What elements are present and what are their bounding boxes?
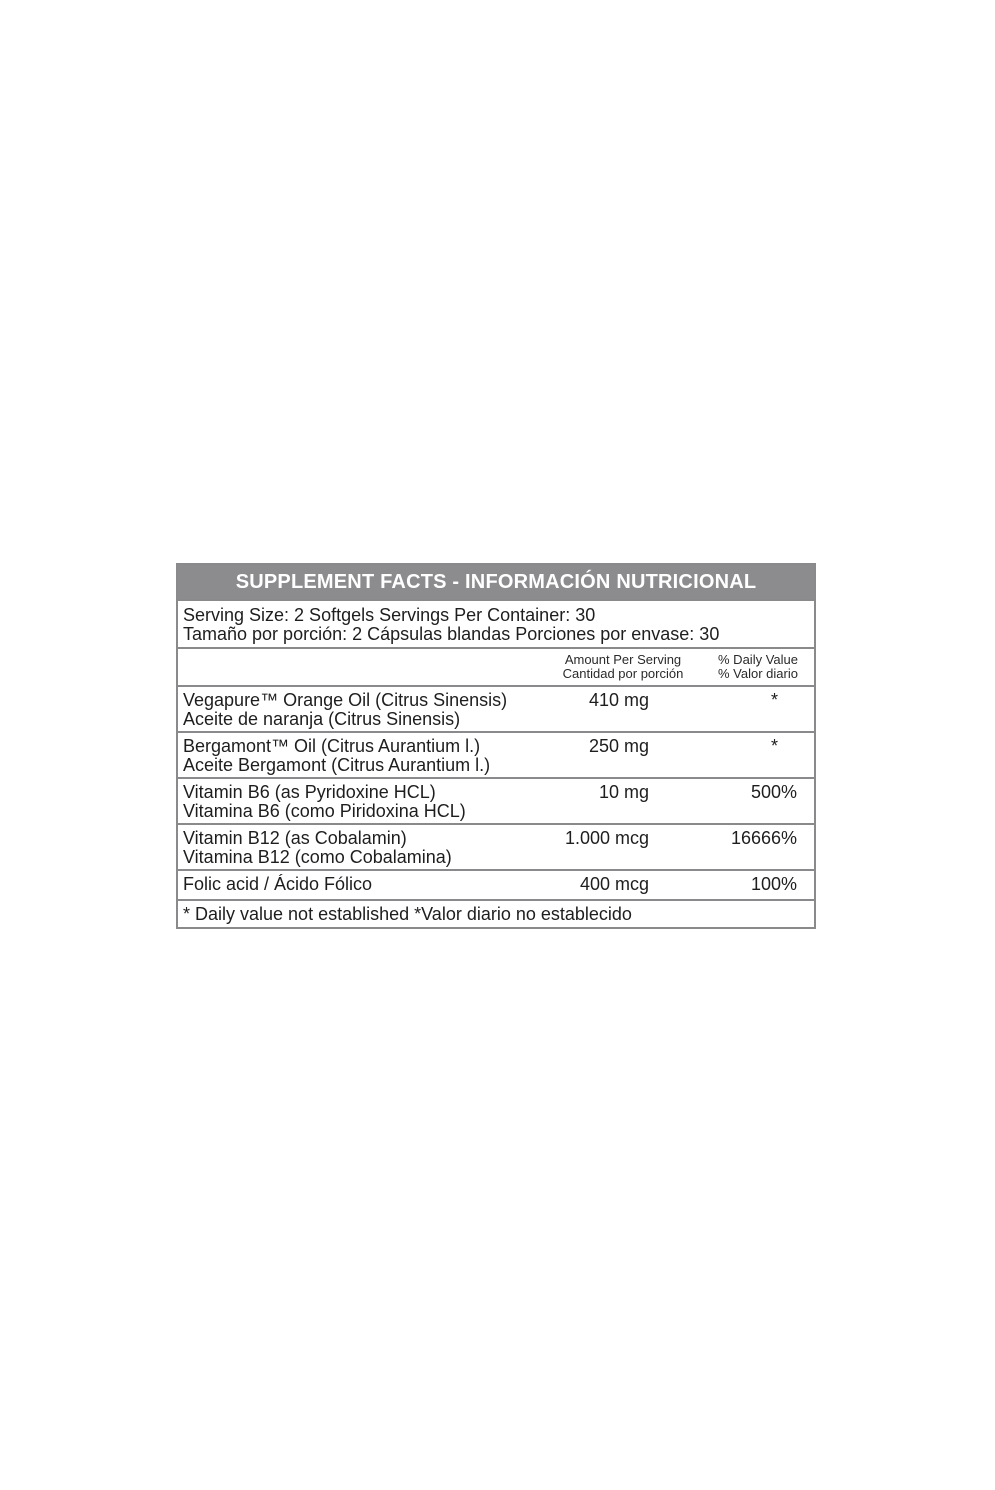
footnote: * Daily value not established *Valor diario no establecido bbox=[183, 904, 632, 924]
amount-column-header bbox=[553, 653, 693, 681]
nutrient-name-en: Vitamin B6 (as Pyridoxine HCL) bbox=[183, 782, 436, 802]
nutrient-daily-value: * bbox=[770, 736, 778, 756]
nutrient-row-vitamin-b6 bbox=[178, 777, 814, 823]
nutrient-row-bergamont-oil bbox=[178, 731, 814, 777]
nutrient-amount: 250 mg bbox=[588, 736, 649, 756]
dv-header-en: % Daily Value bbox=[718, 652, 798, 667]
serving-info bbox=[178, 599, 814, 647]
serving-line-en: Serving Size: 2 Softgels Servings Per Container: 30 bbox=[183, 605, 596, 625]
nutrient-daily-value: 16666% bbox=[730, 828, 797, 848]
nutrient-name-es: Aceite de naranja (Citrus Sinensis) bbox=[183, 709, 461, 729]
nutrient-name-es: Vitamina B12 (como Cobalamina) bbox=[183, 847, 452, 867]
serving-line-es: Tamaño por porción: 2 Cápsulas blandas Porciones por envase: 30 bbox=[183, 624, 720, 644]
panel-title: SUPPLEMENT FACTS - INFORMACIÓN NUTRICIONAL bbox=[178, 565, 814, 599]
nutrient-row-folic-acid bbox=[178, 869, 814, 899]
amount-header-es: Cantidad por porción bbox=[562, 666, 684, 681]
supplement-facts-panel bbox=[176, 563, 816, 929]
nutrient-amount: 10 mg bbox=[598, 782, 649, 802]
nutrient-name-es: Aceite Bergamont (Citrus Aurantium l.) bbox=[183, 755, 491, 775]
nutrient-daily-value: 500% bbox=[750, 782, 797, 802]
nutrient-name-es: Vitamina B6 (como Piridoxina HCL) bbox=[183, 801, 466, 821]
nutrient-name bbox=[183, 829, 452, 867]
amount-header-en: Amount Per Serving bbox=[564, 652, 682, 667]
nutrient-row-orange-oil bbox=[178, 685, 814, 731]
nutrient-name bbox=[183, 691, 507, 729]
nutrient-name-en: Bergamont™ Oil (Citrus Aurantium l.) bbox=[183, 736, 481, 756]
nutrient-amount: 1.000 mcg bbox=[564, 828, 649, 848]
nutrient-row-vitamin-b12 bbox=[178, 823, 814, 869]
nutrient-daily-value: * bbox=[770, 690, 778, 710]
nutrient-name bbox=[183, 783, 466, 821]
column-header-row bbox=[178, 647, 814, 685]
nutrient-name-en: Vegapure™ Orange Oil (Citrus Sinensis) bbox=[183, 690, 508, 710]
footnote-row bbox=[178, 899, 814, 927]
nutrient-name-en: Folic acid / Ácido Fólico bbox=[183, 874, 373, 894]
dv-header-es: % Valor diario bbox=[718, 666, 798, 681]
nutrient-name bbox=[183, 875, 372, 894]
nutrient-name bbox=[183, 737, 490, 775]
nutrient-daily-value: 100% bbox=[750, 874, 797, 894]
nutrient-amount: 400 mcg bbox=[579, 874, 649, 894]
nutrient-name-en: Vitamin B12 (as Cobalamin) bbox=[183, 828, 407, 848]
daily-value-column-header bbox=[708, 653, 808, 681]
nutrient-amount: 410 mg bbox=[588, 690, 649, 710]
